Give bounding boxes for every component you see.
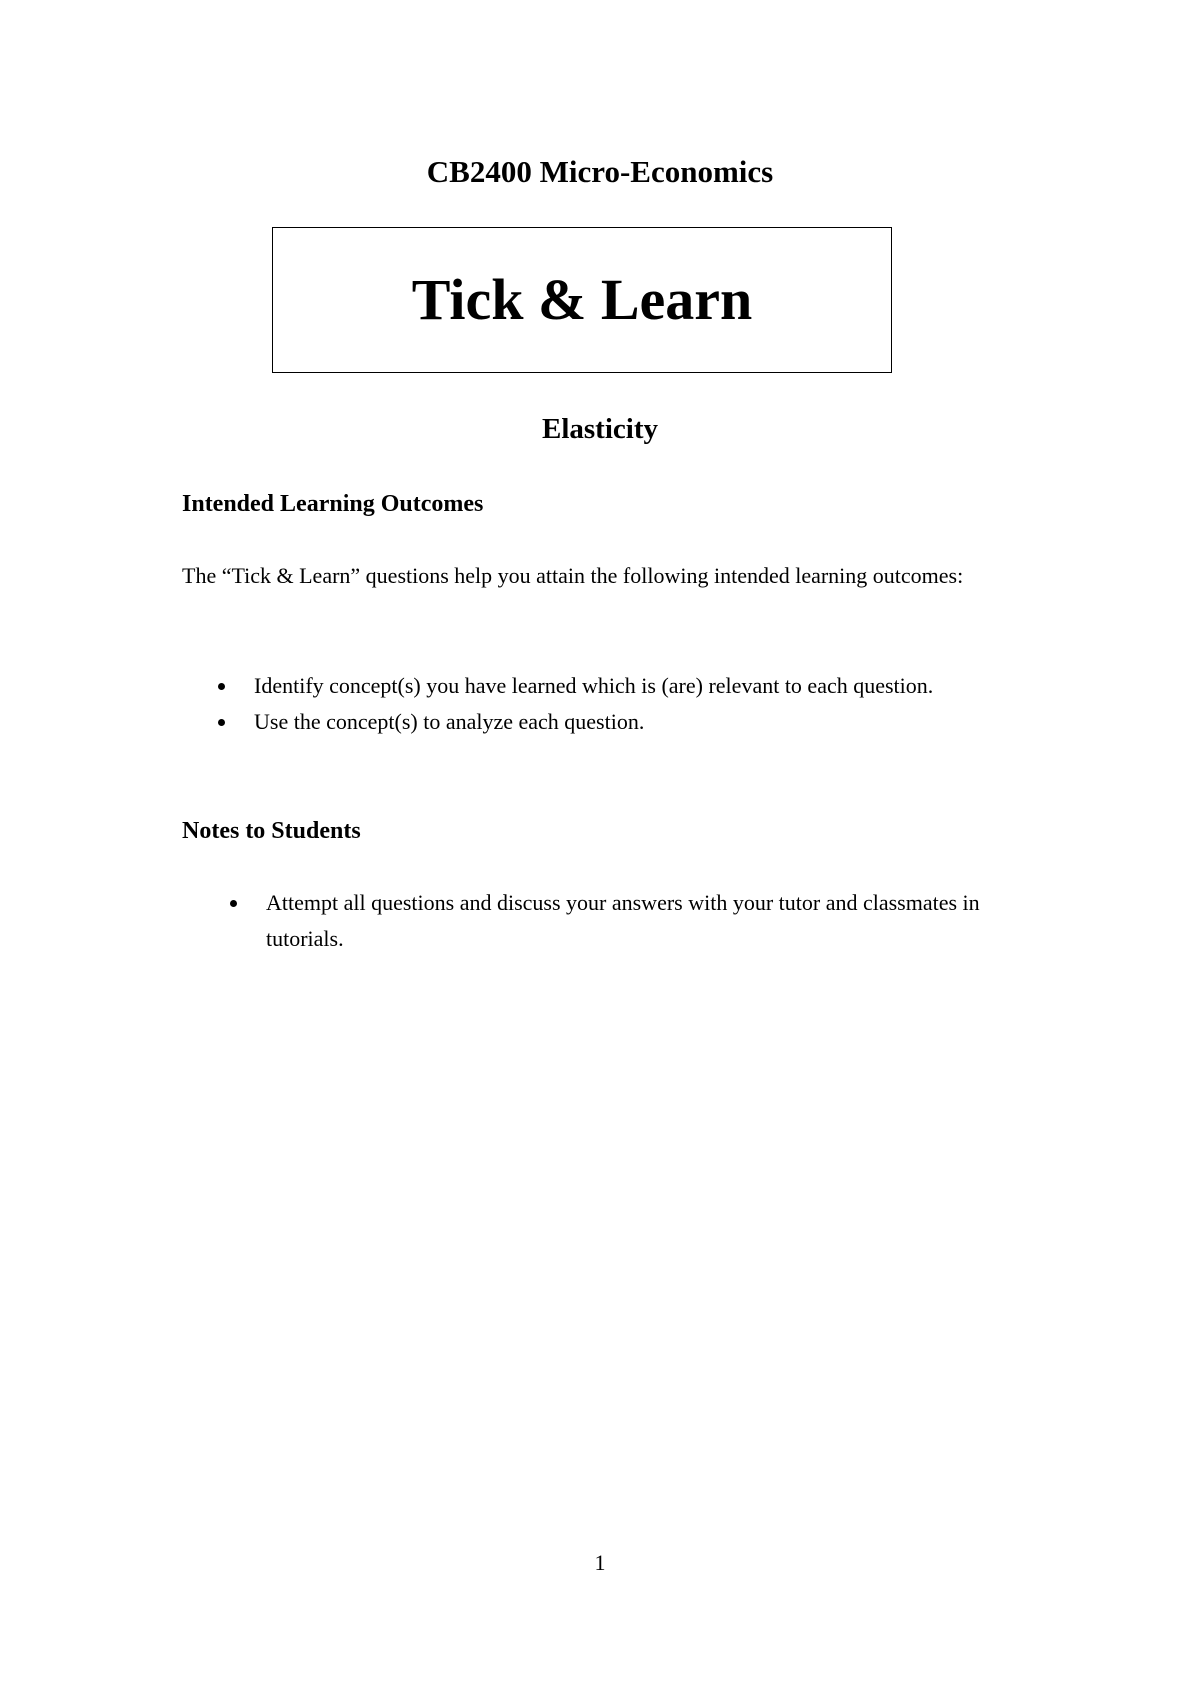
- bullet-icon: [230, 900, 237, 907]
- list-item: [214, 668, 1114, 704]
- list-item: [214, 704, 1114, 740]
- list-item: [226, 885, 986, 957]
- title-box: [272, 227, 892, 373]
- page-number: 1: [594, 1550, 606, 1575]
- bullet-icon: [218, 683, 225, 690]
- notes-list: [226, 885, 986, 957]
- list-item-text: Attempt all questions and discuss your answers with your tutor and classmates in tutorials.: [266, 890, 980, 951]
- box-title: Tick & Learn: [411, 267, 753, 332]
- course-title: CB2400 Micro-Economics: [426, 154, 774, 189]
- ilo-heading: Intended Learning Outcomes: [182, 491, 484, 517]
- notes-heading: Notes to Students: [182, 818, 361, 844]
- ilo-list: [214, 668, 1114, 740]
- list-item-text: Identify concept(s) you have learned which is (are) relevant to each question.: [254, 673, 934, 698]
- ilo-intro: The “Tick & Learn” questions help you attain the following intended learning outcomes:: [182, 563, 964, 588]
- list-item-text: Use the concept(s) to analyze each question.: [254, 709, 645, 734]
- topic-title: Elasticity: [542, 413, 658, 445]
- bullet-icon: [218, 719, 225, 726]
